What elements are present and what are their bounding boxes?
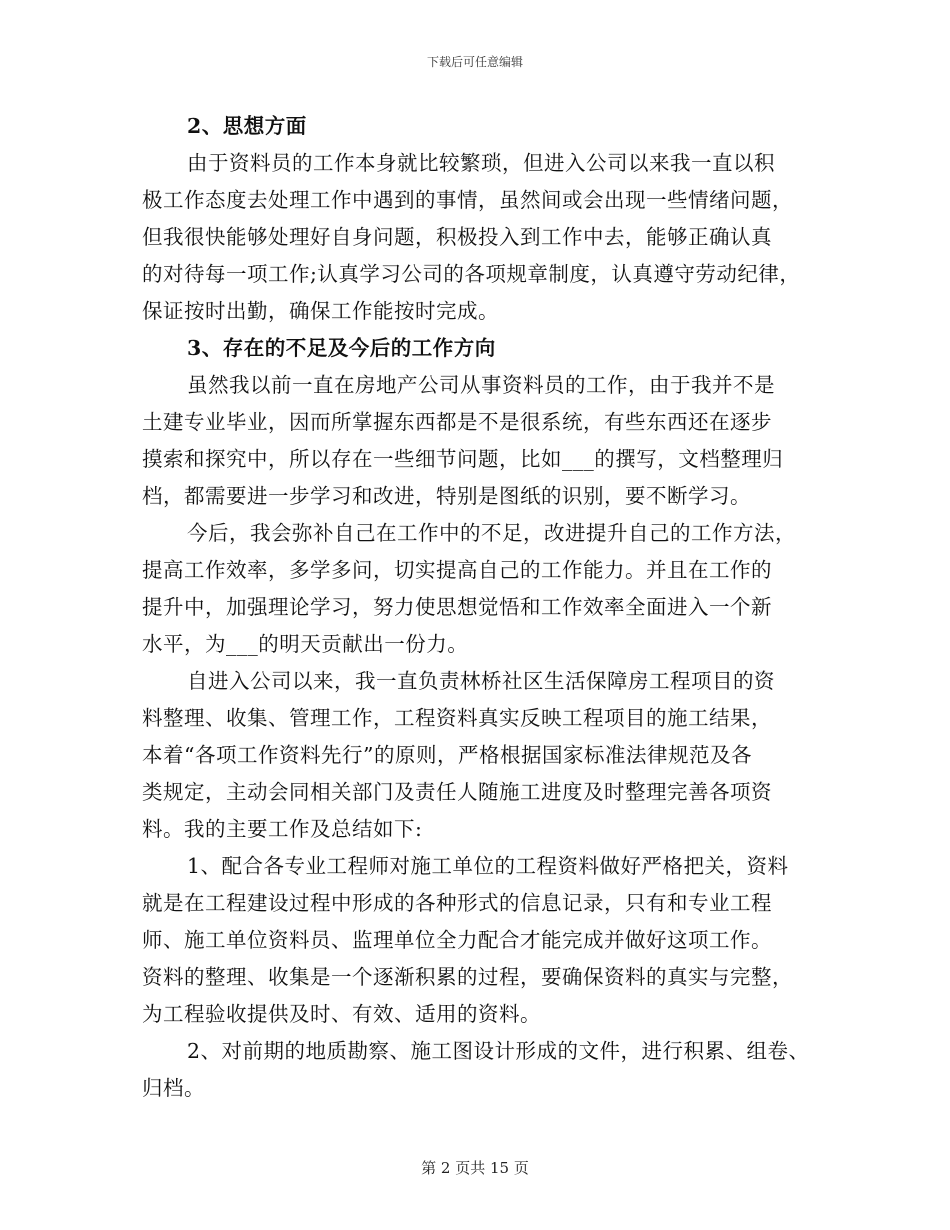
paragraph-line: 极工作态度去处理工作中遇到的事情，虽然间或会出现一些情绪问题， (142, 188, 793, 212)
paragraph-line: 虽然我以前一直在房地产公司从事资料员的工作，由于我并不是 (187, 373, 775, 397)
paragraph-line: 1、配合各专业工程师对施工单位的工程资料做好严格把关，资料 (187, 854, 789, 878)
paragraph-line: 提升中，加强理论学习，努力使思想觉悟和工作效率全面进入一个新 (142, 595, 772, 619)
page-number-footer: 第 2 页共 15 页 (421, 1159, 529, 1177)
paragraph-line: 提高工作效率，多学多问，切实提高自己的工作能力。并且在工作的 (142, 558, 772, 582)
paragraph-line: 自进入公司以来，我一直负责林桥社区生活保障房工程项目的资 (187, 669, 775, 693)
paragraph-line: 档，都需要进一步学习和改进，特别是图纸的识别，要不断学习。 (142, 484, 751, 508)
paragraph-line: 就是在工程建设过程中形成的各种形式的信息记录，只有和专业工程 (142, 891, 772, 915)
paragraph-line: 归档。 (142, 1076, 205, 1100)
paragraph-line: 保证按时出勤，确保工作能按时完成。 (142, 299, 499, 323)
paragraph-line: 摸索和探究中，所以存在一些细节问题，比如___的撰写，文档整理归 (142, 447, 784, 471)
paragraph-line: 但我很快能够处理好自身问题，积极投入到工作中去，能够正确认真 (142, 225, 772, 249)
page-header: 下载后可任意编辑 (426, 55, 523, 69)
paragraph-line: 料。我的主要工作及总结如下: (142, 817, 423, 841)
paragraph-line: 料整理、收集、管理工作，工程资料真实反映工程项目的施工结果， (142, 706, 772, 730)
paragraph-line: 为工程验收提供及时、有效、适用的资料。 (142, 1002, 541, 1026)
paragraph-line: 由于资料员的工作本身就比较繁琐，但进入公司以来我一直以积 (187, 151, 775, 175)
section-heading-shortcomings: 3、存在的不足及今后的工作方向 (187, 336, 496, 360)
paragraph-line: 资料的整理、收集是一个逐渐积累的过程，要确保资料的真实与完整， (142, 965, 793, 989)
section-heading-thinking: 2、思想方面 (187, 114, 307, 138)
paragraph-line: 水平，为___的明天贡献出一份力。 (142, 632, 469, 656)
paragraph-line: 土建专业毕业，因而所掌握东西都是不是很系统，有些东西还在逐步 (142, 410, 772, 434)
paragraph-line: 类规定，主动会同相关部门及责任人随施工进度及时整理完善各项资 (142, 780, 772, 804)
paragraph-line: 本着“各项工作资料先行”的原则，严格根据国家标准法律规范及各 (142, 743, 752, 767)
paragraph-line: 2、对前期的地质勘察、施工图设计形成的文件，进行积累、组卷、 (187, 1039, 810, 1063)
paragraph-line: 今后，我会弥补自己在工作中的不足，改进提升自己的工作方法， (187, 521, 796, 545)
paragraph-line: 的对待每一项工作;认真学习公司的各项规章制度，认真遵守劳动纪律， (142, 262, 801, 286)
paragraph-line: 师、施工单位资料员、监理单位全力配合才能完成并做好这项工作。 (142, 928, 772, 952)
